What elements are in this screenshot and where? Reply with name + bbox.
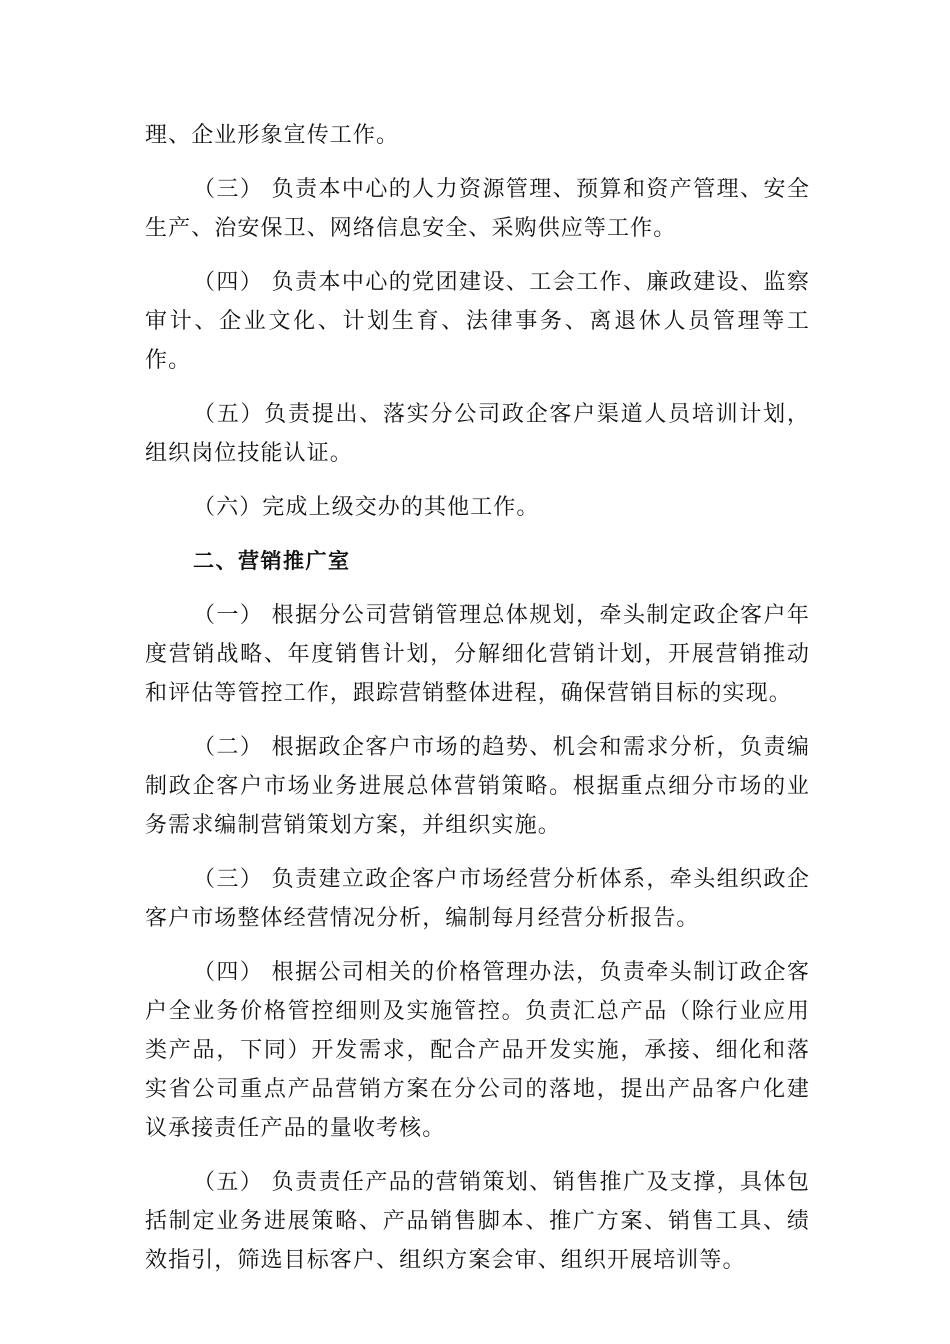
paragraph-continuation: 理、企业形象宣传工作。 (145, 123, 400, 148)
section-heading: 二、营销推广室 (193, 549, 351, 573)
paragraph-item-5: （五）负责提出、落实分公司政企客户渠道人员培训计划，组织岗位技能认证。 (145, 402, 810, 466)
paragraph-item-4: （四） 负责本中心的党团建设、工会工作、廉政建设、监察审计、企业文化、计划生育、法律事务、离退休人员管理等工作。 (145, 270, 810, 373)
paragraph-item-6: （六）完成上级交办的其他工作。 (193, 495, 540, 520)
section-paragraph-3: （三） 负责建立政企客户市场经营分析体系，牵头组织政企客户市场整体经营情况分析，编制每月经营分析报告。 (145, 867, 810, 931)
section-paragraph-5: （五） 负责责任产品的营销策划、销售推广及支撑，具体包括制定业务进展策略、产品销售脚本、推广方案、销售工具、绩效指引，筛选目标客户、组织方案会审、组织开展培训等。 (145, 1170, 810, 1273)
section-paragraph-4: （四） 根据公司相关的价格管理办法，负责牵头制订政企客户全业务价格管控细则及实施管控。负责汇总产品（除行业应用类产品，下同）开发需求，配合产品开发实施，承接、细化和落实省公司重点产品营销方案在分公司的落地，提出产品客户化建议承接责任产品的量收考核。 (145, 960, 810, 1141)
section-paragraph-2: （二） 根据政企客户市场的趋势、机会和需求分析，负责编制政企客户市场业务进展总体营销策略。根据重点细分市场的业务需求编制营销策划方案，并组织实施。 (145, 735, 810, 838)
paragraph-item-3: （三） 负责本中心的人力资源管理、预算和资产管理、安全生产、治安保卫、网络信息安全、采购供应等工作。 (145, 177, 810, 241)
section-paragraph-1: （一） 根据分公司营销管理总体规划，牵头制定政企客户年度营销战略、年度销售计划，分解细化营销计划，开展营销推动和评估等管控工作，跟踪营销整体进程，确保营销目标的实现。 (145, 603, 810, 706)
document-body (145, 116, 810, 1295)
